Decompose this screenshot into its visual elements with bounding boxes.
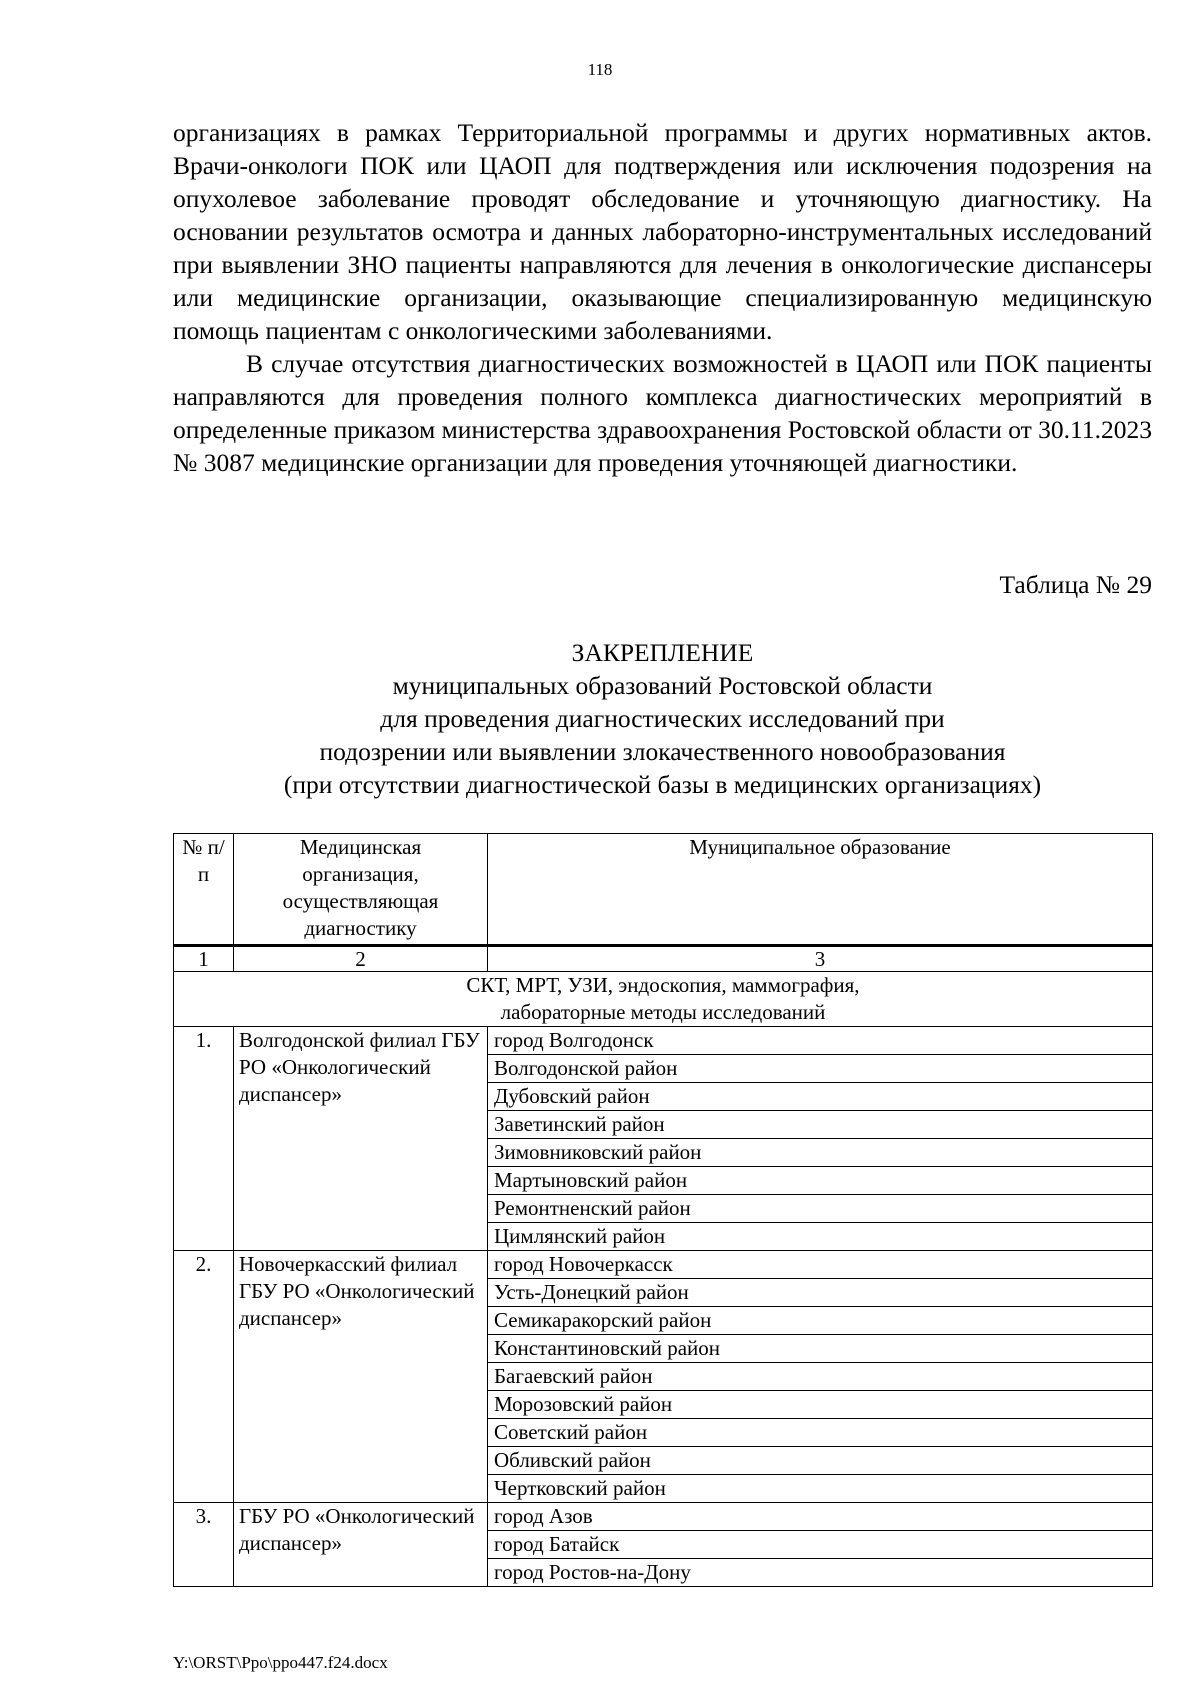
header-municipality: Муниципальное образование [488,834,1153,946]
municipality-cell: Волгодонской район [488,1055,1153,1083]
heading-line-1: муниципальных образований Ростовской области [392,671,933,700]
municipality-cell: Дубовский район [488,1083,1153,1111]
section-line-1: СКТ, МРТ, УЗИ, эндоскопия, маммография, [466,973,860,997]
municipality-cell: Советский район [488,1419,1153,1447]
heading-line-4: (при отсутствии диагностической базы в медицинских организациях) [283,770,1042,799]
table-row [174,1503,1153,1531]
municipality-cell: Зимовниковский район [488,1139,1153,1167]
table-row [174,1027,1153,1055]
heading-line-2: для проведения диагностических исследований при [380,704,945,733]
assignment-table [173,833,1153,1587]
table-heading [173,636,1152,801]
row-number: 1. [174,1027,234,1251]
table-row [174,1251,1153,1279]
municipality-cell: Семикаракорский район [488,1307,1153,1335]
municipality-cell: Мартыновский район [488,1167,1153,1195]
municipality-cell: город Батайск [488,1531,1153,1559]
column-numbers-row [174,946,1153,972]
municipality-cell: город Новочеркасск [488,1251,1153,1279]
section-cell [174,972,1153,1027]
header-organization: Медицинская организация, осуществляющая диагностику [234,834,488,946]
column-number-3: 3 [488,946,1153,972]
table-body [174,972,1153,1587]
organization-cell: ГБУ РО «Онкологический диспансер» [234,1503,488,1587]
municipality-cell: Ремонтненский район [488,1195,1153,1223]
heading-title: ЗАКРЕПЛЕНИЕ [571,638,754,667]
column-number-2: 2 [234,946,488,972]
paragraph-2: В случае отсутствия диагностических возможностей в ЦАОП или ПОК пациенты направляются для проведения полного комплекса диагностических мероприятий в определенные приказом министерства здравоохранения Ростовской области от 30.11.2023 № 3087 медицинские организации для проведения уточняющей диагностики. [173,349,1152,477]
row-number: 2. [174,1251,234,1503]
header-number: № п/п [174,834,234,946]
municipality-cell: город Ростов-на-Дону [488,1559,1153,1587]
body-text [173,116,1152,479]
municipality-cell: Чертковский район [488,1475,1153,1503]
file-path-footer: Y:\ORST\Ppo\ppo447.f24.docx [173,1653,388,1672]
table-header-row [174,834,1153,946]
municipality-cell: Цимлянский район [488,1223,1153,1251]
municipality-cell: Усть-Донецкий район [488,1279,1153,1307]
section-line-2: лабораторные методы исследований [500,1000,826,1024]
organization-cell: Новочеркасский филиал ГБУ РО «Онкологический диспансер» [234,1251,488,1503]
municipality-cell: Морозовский район [488,1391,1153,1419]
municipality-cell: Заветинский район [488,1111,1153,1139]
municipality-cell: Константиновский район [488,1335,1153,1363]
section-row [174,972,1153,1027]
page-number: 118 [587,60,613,79]
row-number: 3. [174,1503,234,1587]
heading-line-3: подозрении или выявлении злокачественного новообразования [319,737,1006,766]
organization-cell: Волгодонской филиал ГБУ РО «Онкологический диспансер» [234,1027,488,1251]
municipality-cell: Обливский район [488,1447,1153,1475]
table-caption: Таблица № 29 [999,570,1152,599]
paragraph-1: организациях в рамках Территориальной программы и других нормативных актов. Врачи-онкологи ПОК или ЦАОП для подтверждения или исключения подозрения на опухолевое заболевание проводят обследование и уточняющую диагностику. На основании результатов осмотра и данных лабораторно-инструментальных исследований при выявлении ЗНО пациенты направляются для лечения в онкологические диспансеры или медицинские организации, оказывающие специализированную медицинскую помощь пациентам с онкологическими заболеваниями. [173,118,1152,345]
municipality-cell: город Волгодонск [488,1027,1153,1055]
municipality-cell: Багаевский район [488,1363,1153,1391]
column-number-1: 1 [174,946,234,972]
municipality-cell: город Азов [488,1503,1153,1531]
